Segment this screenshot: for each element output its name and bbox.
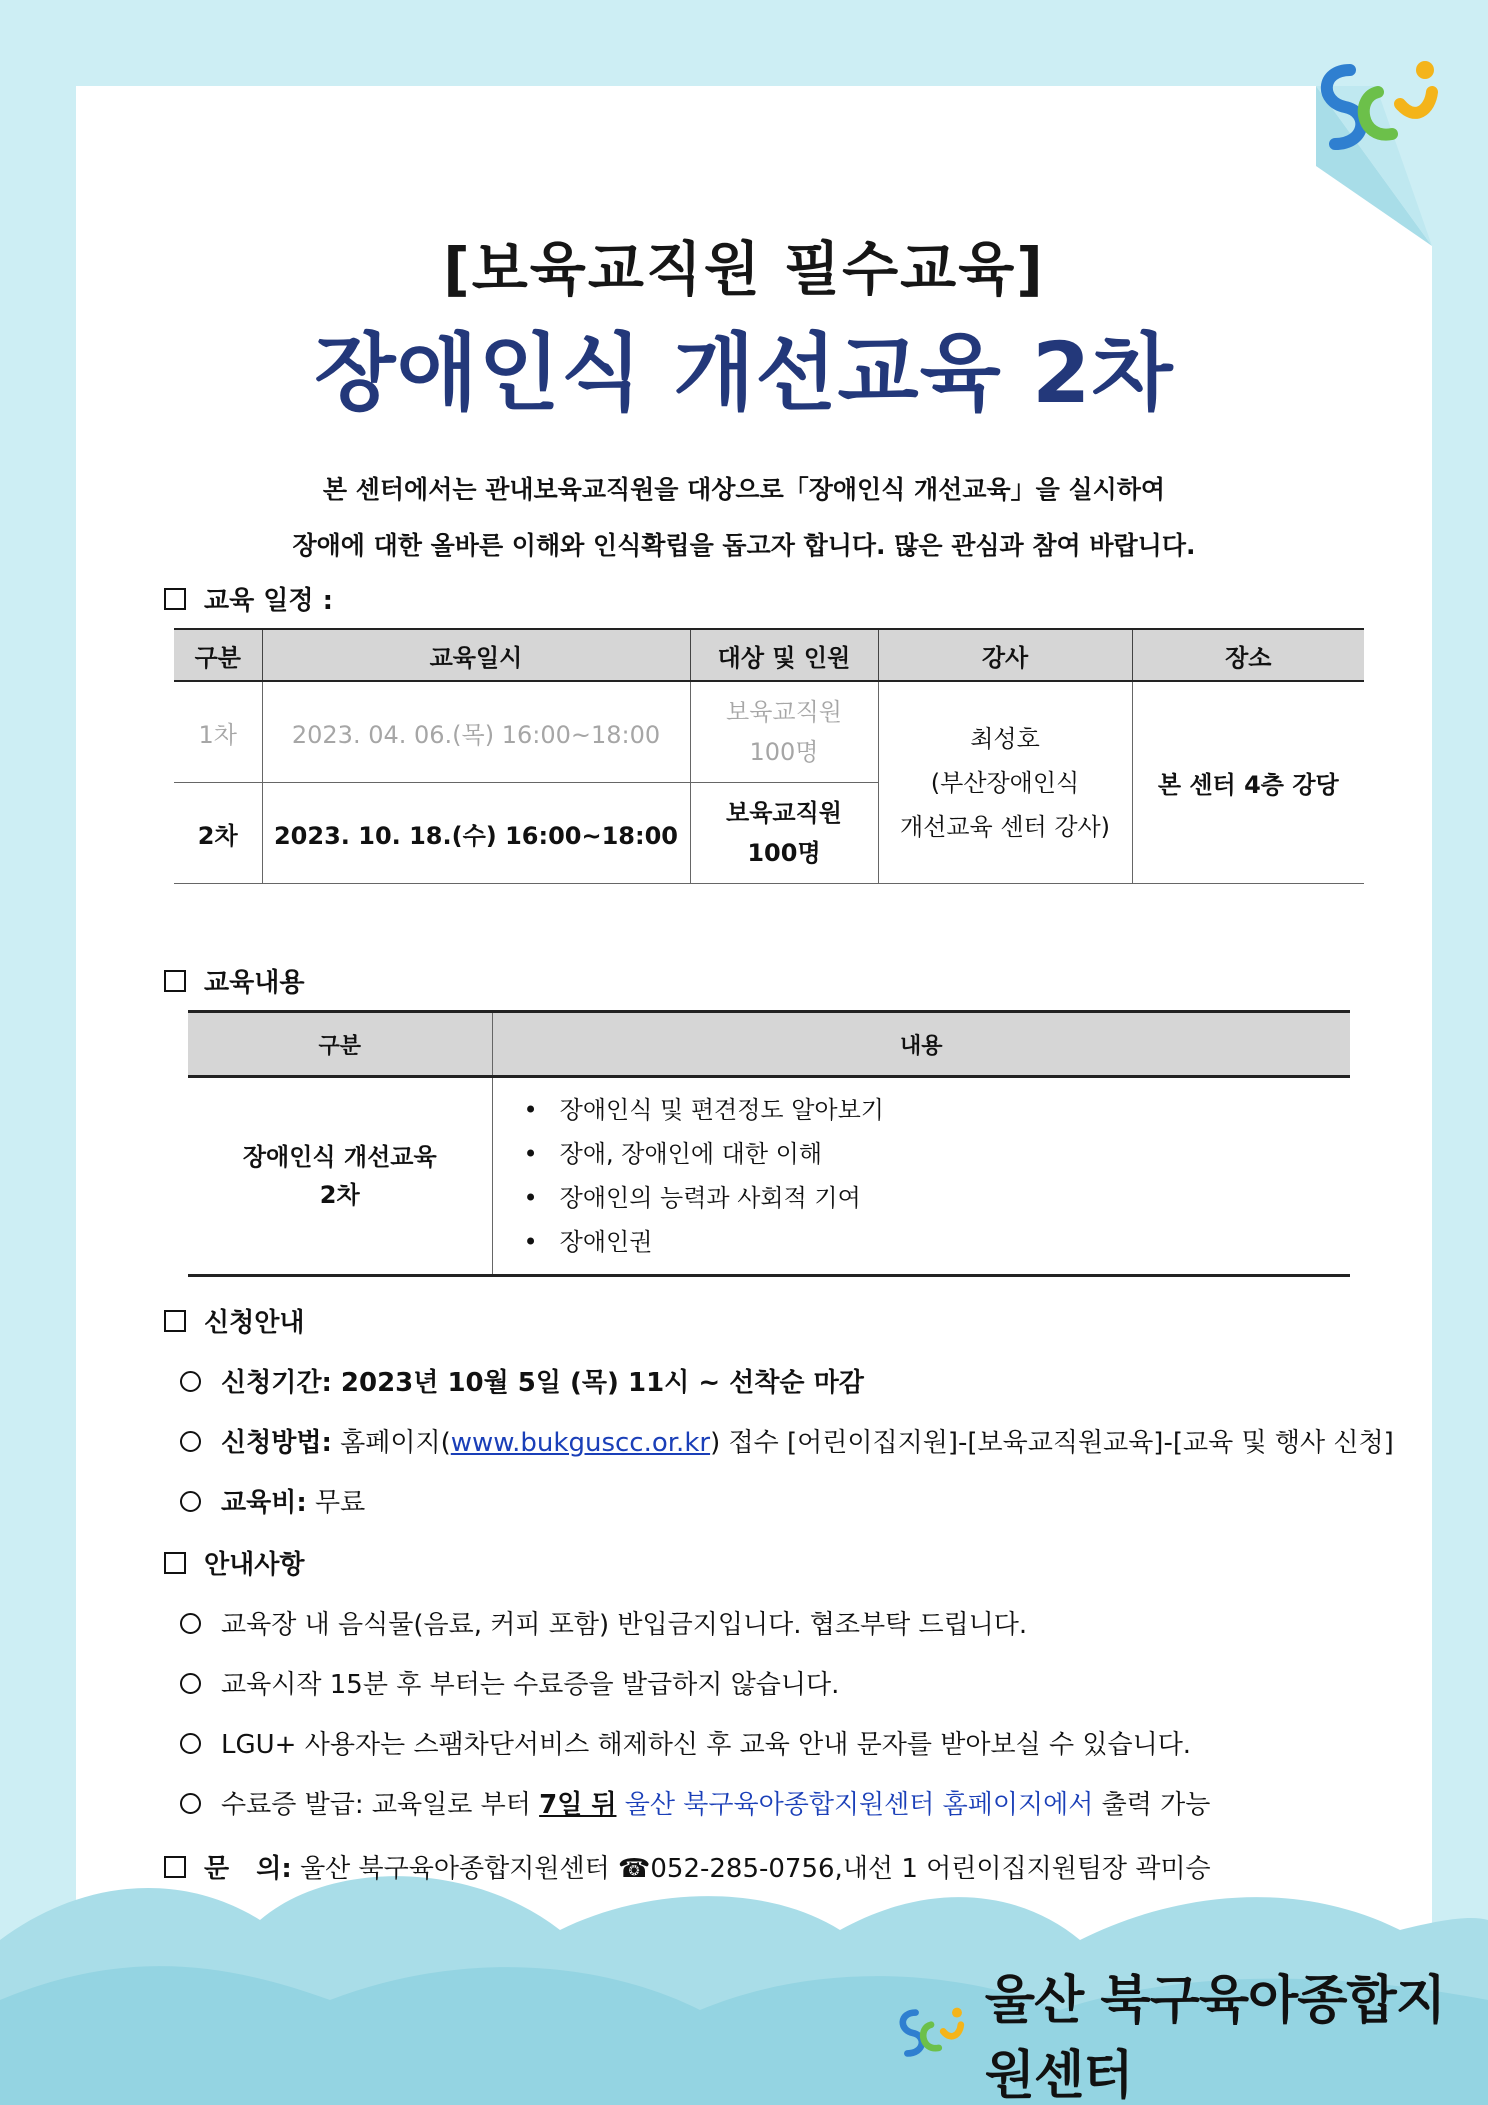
target-count: 100명 [749, 738, 819, 766]
apply-heading-label: 신청안내 [204, 1308, 305, 1338]
cert-emphasis: 7일 뒤 [539, 1790, 617, 1820]
inquiry [164, 1848, 1211, 1885]
homepage-link[interactable]: www.bukguscc.or.kr [450, 1428, 711, 1458]
fee-label: 교육비: [221, 1488, 307, 1518]
apply-heading [164, 1302, 304, 1339]
content-heading-label: 교육내용 [204, 968, 305, 998]
fee-value: 무료 [315, 1488, 366, 1518]
schedule-header-row [174, 629, 1364, 681]
intro-line-1: 본 센터에서는 관내보육교직원을 대상으로「장애인식 개선교육」을 실시하여 [322, 475, 1166, 504]
instructor-affiliation: 개선교육 센터 강사) [899, 812, 1111, 841]
instructor-cell [878, 681, 1132, 884]
note-item [180, 1664, 839, 1701]
inquiry-label: 문 의: [204, 1854, 292, 1884]
instructor-name: 최성호 [970, 724, 1040, 753]
list-item: • 장애인권 [524, 1220, 1350, 1264]
circle-bullet-icon [180, 1733, 201, 1754]
circle-bullet-icon [180, 1793, 201, 1814]
content-table [188, 1010, 1350, 1277]
target-cell [690, 783, 878, 884]
schedule-heading-label: 교육 일정 : [204, 586, 333, 616]
circle-bullet-icon [180, 1431, 201, 1452]
page-title: 장애인식 개선교육 2차 [314, 324, 1174, 422]
column-header: 교육일시 [262, 629, 690, 681]
list-item: • 장애인의 능력과 사회적 기여 [524, 1176, 1350, 1220]
circle-bullet-icon [180, 1491, 201, 1512]
notes-heading-label: 안내사항 [204, 1550, 305, 1580]
inquiry-text: 울산 북구육아종합지원센터 ☎052-285-0756,내선 1 어린이집지원팀장 곽미승 [300, 1854, 1211, 1884]
schedule-heading [164, 580, 333, 617]
datetime-cell: 2023. 10. 18.(수) 16:00~18:00 [262, 783, 690, 884]
table-row [174, 681, 1364, 783]
cert-text: 수료증 발급: 교육일로 부터 [221, 1790, 531, 1820]
cert-location: 울산 북구육아종합지원센터 홈페이지에서 [624, 1790, 1094, 1820]
apply-method-pre: 홈페이지( [340, 1428, 451, 1458]
list-item: • 장애, 장애인에 대한 이해 [524, 1132, 1350, 1176]
round-cell: 1차 [174, 681, 262, 783]
column-header: 강사 [878, 629, 1132, 681]
column-header: 구분 [174, 629, 262, 681]
target-text: 보육교직원 [726, 698, 842, 726]
instructor-affiliation: (부산장애인식 [930, 768, 1080, 797]
place-cell: 본 센터 4층 강당 [1132, 681, 1364, 884]
note-item-certificate [180, 1784, 1210, 1821]
note-item [180, 1724, 1191, 1761]
apply-method-label: 신청방법: [221, 1428, 332, 1458]
checkbox-square-icon [164, 1552, 186, 1574]
logo-icon [1300, 52, 1450, 162]
category-round: 2차 [319, 1181, 360, 1209]
apply-period-text: 신청기간: 2023년 10월 5일 (목) 11시 ~ 선착순 마감 [221, 1368, 864, 1398]
content-heading [164, 962, 304, 999]
checkbox-square-icon [164, 1310, 186, 1332]
category-name: 장애인식 개선교육 [242, 1143, 437, 1171]
circle-bullet-icon [180, 1613, 201, 1634]
category-cell [188, 1077, 492, 1276]
note-text: 교육시작 15분 후 부터는 수료증을 발급하지 않습니다. [221, 1670, 840, 1700]
target-text: 보육교직원 [726, 799, 842, 827]
column-header: 대상 및 인원 [690, 629, 878, 681]
note-text: 교육장 내 음식물(음료, 커피 포함) 반입금지입니다. 협조부탁 드립니다. [221, 1610, 1028, 1640]
column-header: 장소 [1132, 629, 1364, 681]
footer-logo [888, 1971, 1488, 2105]
datetime-cell: 2023. 04. 06.(목) 16:00~18:00 [262, 681, 690, 783]
target-cell [690, 681, 878, 783]
round-cell: 2차 [174, 783, 262, 884]
subtitle: [보육교직원 필수교육] [443, 235, 1045, 303]
list-item: • 장애인식 및 편견정도 알아보기 [524, 1088, 1350, 1132]
cert-text-end: 출력 가능 [1101, 1790, 1211, 1820]
table-row [188, 1077, 1350, 1276]
checkbox-square-icon [164, 1856, 186, 1878]
apply-fee [180, 1482, 365, 1519]
note-item [180, 1604, 1027, 1641]
circle-bullet-icon [180, 1371, 201, 1392]
content-header-row [188, 1012, 1350, 1077]
circle-bullet-icon [180, 1673, 201, 1694]
note-text: LGU+ 사용자는 스팸차단서비스 해제하신 후 교육 안내 문자를 받아보실 수 있습니다. [221, 1730, 1192, 1760]
intro-line-2: 장애에 대한 올바른 이해와 인식확립을 돕고자 합니다. 많은 관심과 참여 바랍니다. [292, 531, 1196, 560]
org-name: 울산 북구육아종합지원센터 [984, 1971, 1445, 2105]
checkbox-square-icon [164, 588, 186, 610]
column-header: 구분 [188, 1012, 492, 1077]
column-header: 내용 [492, 1012, 1350, 1077]
apply-method-post: ) 접수 [어린이집지원]-[보육교직원교육]-[교육 및 행사 신청] [710, 1428, 1394, 1458]
apply-method [180, 1422, 1394, 1459]
org-logo-icon [888, 1993, 971, 2073]
notes-heading [164, 1544, 304, 1581]
apply-period [180, 1362, 864, 1399]
schedule-table [174, 628, 1364, 884]
content-list-cell [492, 1077, 1350, 1276]
checkbox-square-icon [164, 970, 186, 992]
content-list [494, 1088, 1350, 1264]
target-count: 100명 [747, 839, 821, 867]
